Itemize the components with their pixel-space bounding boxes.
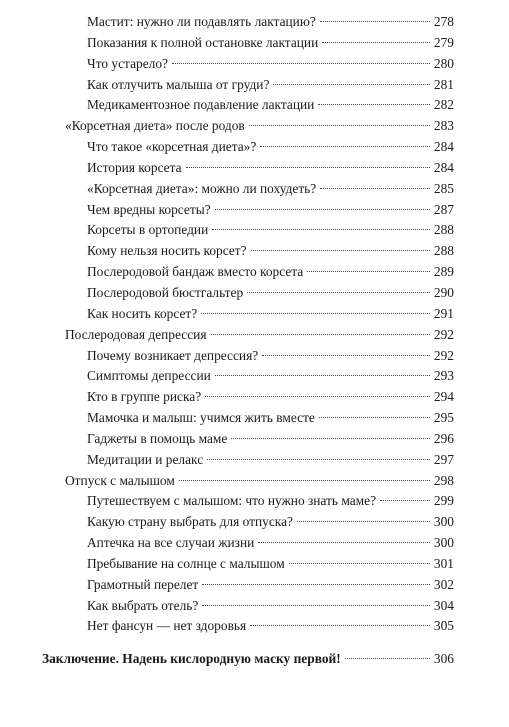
toc-entry-title: Какую страну выбрать для отпуска? xyxy=(87,514,293,530)
toc-entry-title: «Корсетная диета»: можно ли похудеть? xyxy=(87,180,317,196)
toc-entry-page-number: 282 xyxy=(433,97,454,113)
toc-subsection-entry xyxy=(0,387,509,408)
toc-section-entry xyxy=(0,325,509,346)
dot-leader xyxy=(247,292,430,293)
toc-entry-title: Что такое «корсетная диета»? xyxy=(87,139,257,155)
toc-entry-title: Как носить корсет? xyxy=(87,305,198,321)
toc-entry-line xyxy=(87,200,454,221)
toc-entry-title: Послеродовая депрессия xyxy=(65,326,207,342)
dot-leader xyxy=(186,167,430,168)
toc-entry-page-number: 278 xyxy=(433,14,454,29)
dot-leader xyxy=(251,250,430,251)
toc-subsection-entry xyxy=(0,533,509,554)
toc-subsection-entry xyxy=(0,408,509,429)
toc-entry-line xyxy=(87,75,454,96)
toc-entry-title: Мамочка и малыш: учимся жить вместе xyxy=(87,410,315,426)
toc-entry-page-number: 295 xyxy=(433,410,454,426)
toc-entry-page-number: 299 xyxy=(433,493,454,509)
toc-subsection-entry xyxy=(0,95,509,116)
toc-subsection-entry xyxy=(0,220,509,241)
toc-subsection-entry xyxy=(0,54,509,75)
dot-leader xyxy=(322,42,430,43)
toc-subsection-entry xyxy=(0,158,509,179)
toc-subsection-entry xyxy=(0,179,509,200)
dot-leader xyxy=(207,459,430,460)
dot-leader xyxy=(172,63,430,64)
toc-entry-line xyxy=(87,616,454,637)
dot-leader xyxy=(205,396,430,397)
toc-subsection-entry xyxy=(0,596,509,617)
toc-entry-line xyxy=(87,533,454,554)
toc-entry-title: Почему возникает депрессия? xyxy=(87,347,259,363)
toc-entry-title: Кому нельзя носить корсет? xyxy=(87,243,247,259)
toc-entry-title: Медитации и релакс xyxy=(87,451,204,467)
toc-entry-page-number: 293 xyxy=(433,368,454,384)
toc-entry-line xyxy=(87,95,454,116)
toc-entry-page-number: 298 xyxy=(433,472,454,488)
toc-entry-page-number: 289 xyxy=(433,264,454,280)
toc-entry-page-number: 279 xyxy=(433,34,454,50)
toc-entry-line xyxy=(87,158,454,179)
toc-entry-title: Как отлучить малыша от груди? xyxy=(87,76,270,92)
toc-entry-page-number: 291 xyxy=(433,305,454,321)
toc-entry-title: Что устарело? xyxy=(87,55,168,71)
toc-entry-page-number: 283 xyxy=(433,118,454,134)
toc-entry-title: Чем вредны корсеты? xyxy=(87,201,211,217)
toc-entry-title: Гаджеты в помощь маме xyxy=(87,430,228,446)
toc-entry-title: Кто в группе риска? xyxy=(87,389,202,405)
toc-entry-page-number: 300 xyxy=(433,514,454,530)
toc-entry-line xyxy=(87,408,454,429)
toc-entry-page-number: 281 xyxy=(433,76,454,92)
toc-entry-line xyxy=(87,262,454,283)
toc-subsection-entry xyxy=(0,512,509,533)
toc-entry-title: Мастит: нужно ли подавлять лактацию? xyxy=(87,14,316,29)
toc-entry-page-number: 297 xyxy=(433,451,454,467)
toc-entry-line xyxy=(87,554,454,575)
toc-entry-title: Послеродовой бюстгальтер xyxy=(87,284,244,300)
toc-subsection-entry xyxy=(0,283,509,304)
dot-leader xyxy=(319,417,430,418)
dot-leader xyxy=(297,521,430,522)
toc-entry-line xyxy=(65,325,454,346)
toc-entry-page-number: 292 xyxy=(433,347,454,363)
toc-entry-page-number: 287 xyxy=(433,201,454,217)
toc-entry-page-number: 280 xyxy=(433,55,454,71)
toc-entry-page-number: 285 xyxy=(433,180,454,196)
toc-entry-title: Как выбрать отель? xyxy=(87,597,199,613)
toc-entry-title: Медикаментозное подавление лактации xyxy=(87,97,315,113)
toc-subsection-entry xyxy=(0,12,509,33)
toc-entry-line xyxy=(65,471,454,492)
toc-entry-title: Послеродовой бандаж вместо корсета xyxy=(87,264,304,280)
toc-entry-line xyxy=(87,491,454,512)
toc-entry-line xyxy=(87,450,454,471)
toc-entry-page-number: 302 xyxy=(433,576,454,592)
toc-entry-line xyxy=(87,179,454,200)
dot-leader xyxy=(212,229,430,230)
toc-entry-line xyxy=(87,575,454,596)
dot-leader xyxy=(211,334,430,335)
dot-leader xyxy=(289,563,430,564)
toc-subsection-entry xyxy=(0,554,509,575)
toc-entry-page-number: 301 xyxy=(433,555,454,571)
toc-entry-title: Нет фансун — нет здоровья xyxy=(87,618,247,634)
toc-conclusion-page-number: 306 xyxy=(433,651,454,667)
toc-subsection-entry xyxy=(0,75,509,96)
toc-entry-title: Грамотный перелет xyxy=(87,576,199,592)
dot-leader xyxy=(258,542,430,543)
dot-leader xyxy=(215,375,430,376)
dot-leader xyxy=(215,209,430,210)
dot-leader xyxy=(260,146,430,147)
toc-entry-line xyxy=(87,283,454,304)
toc-entry-line xyxy=(87,137,454,158)
dot-leader xyxy=(318,104,430,105)
toc-entry-line xyxy=(87,220,454,241)
toc-entry-page-number: 292 xyxy=(433,326,454,342)
dot-leader xyxy=(380,500,430,501)
dot-leader xyxy=(273,84,430,85)
dot-leader xyxy=(307,271,430,272)
dot-leader xyxy=(231,438,430,439)
toc-subsection-entry xyxy=(0,262,509,283)
toc-entry-line xyxy=(87,304,454,325)
toc-entry-page-number: 288 xyxy=(433,243,454,259)
toc-entry-line xyxy=(65,116,454,137)
toc-entry-page-number: 304 xyxy=(433,597,454,613)
toc-entry-line xyxy=(87,346,454,367)
toc-subsection-entry xyxy=(0,137,509,158)
toc-entry-title: Путешествуем с малышом: что нужно знать маме? xyxy=(87,493,377,509)
toc-conclusion-title: Заключение. Надень кислородную маску первой! xyxy=(42,651,341,667)
dot-leader xyxy=(202,584,430,585)
toc-entry-title: Показания к полной остановке лактации xyxy=(87,34,319,50)
toc-entry-line xyxy=(87,12,454,33)
toc-entry-title: Корсеты в ортопедии xyxy=(87,222,209,238)
toc-entry-title: Аптечка на все случаи жизни xyxy=(87,535,255,551)
toc-subsection-entry xyxy=(0,304,509,325)
toc-section-entry xyxy=(0,116,509,137)
toc-conclusion-entry xyxy=(0,649,509,670)
toc-subsection-entry xyxy=(0,491,509,512)
toc-entry-line xyxy=(87,54,454,75)
toc-entry-page-number: 284 xyxy=(433,139,454,155)
toc-entry-page-number: 305 xyxy=(433,618,454,634)
dot-leader xyxy=(249,125,430,126)
toc-subsection-entry xyxy=(0,616,509,637)
toc-entry-title: Пребывание на солнце с малышом xyxy=(87,555,285,571)
dot-leader xyxy=(320,188,430,189)
toc-entry-page-number: 288 xyxy=(433,222,454,238)
toc-subsection-entry xyxy=(0,200,509,221)
toc-subsection-entry xyxy=(0,429,509,450)
dot-leader xyxy=(345,658,430,659)
toc-entry-page-number: 294 xyxy=(433,389,454,405)
toc-entry-title: Отпуск с малышом xyxy=(65,472,175,488)
toc-entry-page-number: 296 xyxy=(433,430,454,446)
toc-entry-line xyxy=(87,512,454,533)
toc-subsection-entry xyxy=(0,366,509,387)
dot-leader xyxy=(250,625,430,626)
toc-subsection-entry xyxy=(0,346,509,367)
dot-leader xyxy=(201,313,430,314)
toc-entry-line xyxy=(42,649,454,670)
toc-entry-title: «Корсетная диета» после родов xyxy=(65,118,245,134)
toc-entry-line xyxy=(87,429,454,450)
toc-subsection-entry xyxy=(0,241,509,262)
dot-leader xyxy=(202,605,430,606)
toc-entry-line xyxy=(87,596,454,617)
toc-entry-page-number: 290 xyxy=(433,284,454,300)
toc-entry-line xyxy=(87,387,454,408)
toc-entry-line xyxy=(87,33,454,54)
toc-section-entry xyxy=(0,471,509,492)
toc-entry-title: История корсета xyxy=(87,159,182,175)
table-of-contents xyxy=(0,12,509,670)
toc-subsection-entry xyxy=(0,33,509,54)
dot-leader xyxy=(320,21,430,22)
toc-subsection-entry xyxy=(0,450,509,471)
dot-leader xyxy=(262,355,430,356)
toc-entry-line xyxy=(87,366,454,387)
toc-entry-line xyxy=(87,241,454,262)
toc-subsection-entry xyxy=(0,575,509,596)
toc-entry-page-number: 300 xyxy=(433,535,454,551)
toc-entry-title: Симптомы депрессии xyxy=(87,368,211,384)
dot-leader xyxy=(179,480,430,481)
toc-entry-page-number: 284 xyxy=(433,159,454,175)
